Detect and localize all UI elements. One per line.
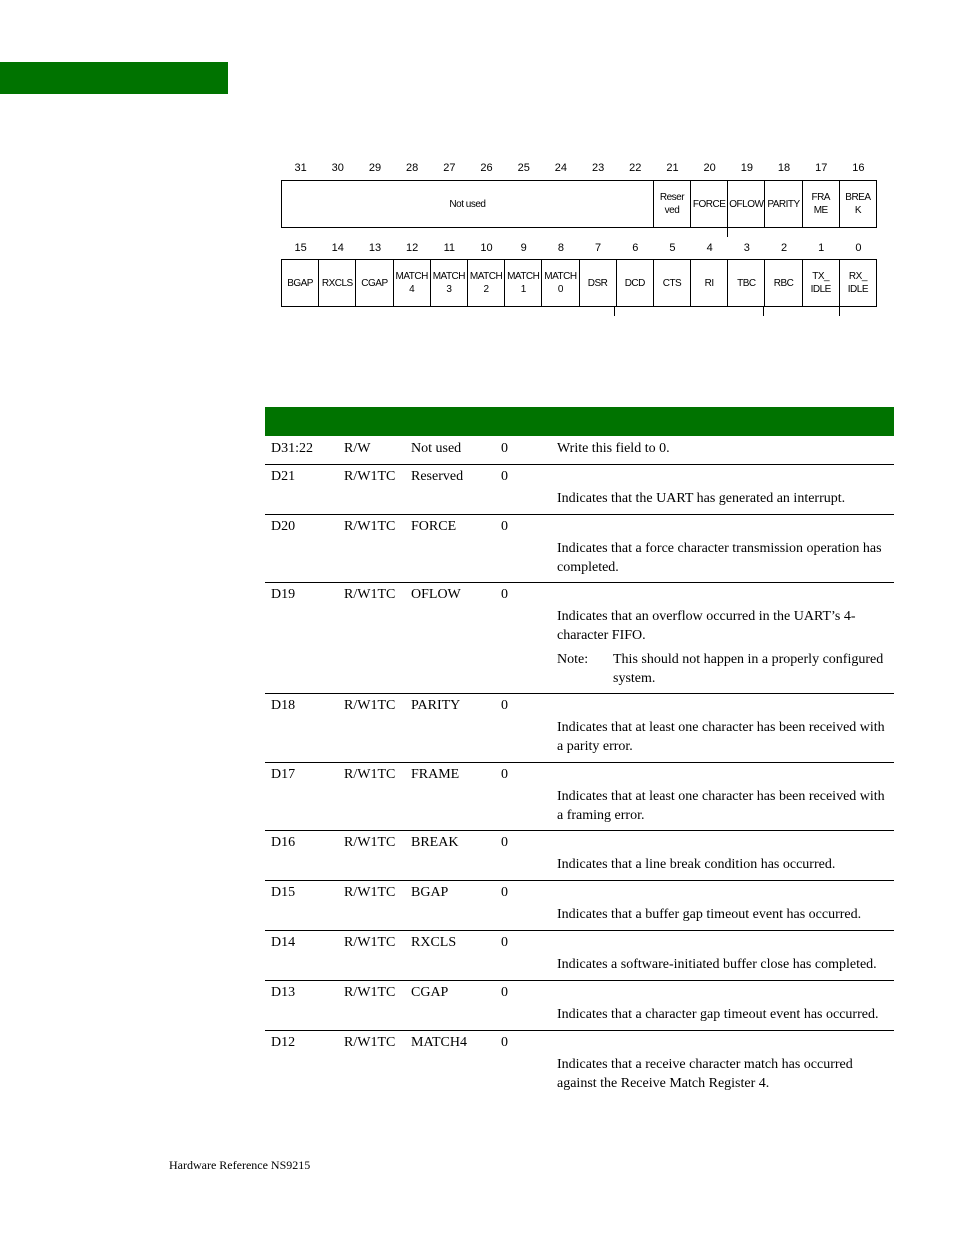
access-cell: R/W1TC	[344, 885, 396, 900]
bit-tick	[727, 227, 728, 237]
register-field: Not used	[282, 181, 654, 227]
bits-cell: D15	[271, 885, 296, 900]
bit-number: 15	[294, 242, 307, 254]
register-field: OFLOW	[728, 181, 765, 227]
access-cell: R/W1TC	[344, 519, 396, 534]
register-field: RXCLS	[319, 260, 356, 306]
reset-cell: 0	[501, 767, 508, 782]
reset-cell: 0	[501, 441, 508, 456]
mnemonic-cell: PARITY	[411, 698, 461, 713]
bits-cell: D21	[271, 469, 296, 484]
bits-cell: D17	[271, 767, 296, 782]
reset-cell: 0	[501, 935, 508, 950]
register-field: FRA ME	[803, 181, 840, 227]
bit-number: 23	[591, 162, 605, 174]
register-field: FORCE	[691, 181, 728, 227]
description-cell: Indicates that a receive character match has occurred against the Receive Match Register 4.	[557, 1057, 853, 1091]
description-cell: Indicates that at least one character has been received with a framing error.	[557, 789, 885, 823]
access-cell: R/W1TC	[344, 587, 396, 602]
register-lower-half	[281, 259, 877, 307]
table-row	[265, 515, 894, 583]
bit-number: 16	[852, 162, 865, 174]
register-field: RI	[691, 260, 728, 306]
bit-number: 25	[517, 162, 530, 174]
register-field: Reser ved	[654, 181, 691, 227]
register-field: MATCH 2	[468, 260, 505, 306]
bit-number: 2	[780, 242, 788, 254]
reset-cell: 0	[501, 1035, 508, 1050]
table-row	[265, 1031, 894, 1101]
description-cell: Write this field to 0.	[557, 441, 670, 456]
description-cell: Indicates that a line break condition has occurred.	[557, 857, 836, 872]
bit-number: 3	[743, 242, 750, 254]
description-cell: Indicates that a character gap timeout event has occurred.	[557, 1007, 879, 1022]
bit-tick	[839, 306, 840, 316]
bit-number: 11	[443, 242, 456, 254]
bit-tick	[614, 306, 615, 316]
bit-number: 30	[331, 162, 344, 174]
bits-cell: D12	[271, 1035, 296, 1050]
table-row	[265, 694, 894, 763]
register-field: DSR	[580, 260, 617, 306]
register-field: TX_ IDLE	[803, 260, 840, 306]
register-field: MATCH 1	[505, 260, 542, 306]
access-cell: R/W	[344, 441, 371, 456]
mnemonic-cell: MATCH4	[411, 1035, 468, 1050]
table-row	[265, 931, 894, 981]
bit-number: 21	[666, 162, 679, 174]
bits-cell: D20	[271, 519, 296, 534]
bit-number: 24	[554, 162, 568, 174]
register-field: CGAP	[356, 260, 393, 306]
mnemonic-cell: CGAP	[411, 985, 449, 1000]
bit-number: 19	[740, 162, 753, 174]
reset-cell: 0	[501, 519, 508, 534]
bit-number: 4	[706, 242, 713, 254]
reset-cell: 0	[501, 885, 508, 900]
bit-number: 0	[855, 242, 862, 254]
bits-cell: D19	[271, 587, 296, 602]
bit-number: 9	[520, 242, 527, 254]
mnemonic-cell: OFLOW	[411, 587, 461, 602]
register-field: BGAP	[282, 260, 319, 306]
reset-cell: 0	[501, 587, 508, 602]
description-cell: Indicates that an overflow occurred in the UART’s 4-character FIFO.	[557, 609, 856, 643]
table-row	[265, 763, 894, 831]
register-field: CTS	[654, 260, 691, 306]
access-cell: R/W1TC	[344, 698, 396, 713]
table-header-bar	[265, 407, 894, 436]
access-cell: R/W1TC	[344, 1035, 396, 1050]
bit-number: 5	[669, 242, 676, 254]
register-bit-table	[265, 437, 894, 1101]
access-cell: R/W1TC	[344, 835, 396, 850]
access-cell: R/W1TC	[344, 935, 396, 950]
table-row	[265, 981, 894, 1031]
register-field: BREA K	[840, 181, 877, 227]
description-cell: Indicates that a force character transmission operation has completed.	[557, 541, 882, 575]
bit-number: 28	[406, 162, 419, 174]
bit-number: 27	[443, 162, 456, 174]
description-cell: Indicates that a buffer gap timeout event has occurred.	[557, 907, 862, 922]
description-cell: Indicates that at least one character has been received with a parity error.	[557, 720, 885, 754]
mnemonic-cell: BREAK	[411, 835, 459, 850]
access-cell: R/W1TC	[344, 985, 396, 1000]
bit-number: 31	[294, 162, 307, 174]
bits-cell: D31:22	[271, 441, 313, 456]
bit-number: 20	[703, 162, 716, 174]
bit-number: 13	[368, 242, 382, 254]
note-text: This should not happen in a properly configured system.	[613, 652, 884, 686]
lower-bit-numbers	[282, 242, 877, 256]
register-field: PARITY	[765, 181, 802, 227]
register-field: MATCH 4	[394, 260, 431, 306]
bit-number: 14	[331, 242, 344, 254]
bits-cell: D16	[271, 835, 296, 850]
bits-cell: D14	[271, 935, 296, 950]
access-cell: R/W1TC	[344, 469, 396, 484]
mnemonic-cell: FORCE	[411, 519, 457, 534]
bit-tick	[763, 306, 764, 316]
bits-cell: D18	[271, 698, 296, 713]
bit-number: 18	[777, 162, 791, 174]
upper-bit-numbers	[282, 162, 877, 176]
bit-number: 10	[480, 242, 493, 254]
table-row	[265, 465, 894, 515]
table-row	[265, 437, 894, 465]
bit-number: 6	[632, 242, 639, 254]
bit-number: 22	[629, 162, 642, 174]
bit-number: 8	[557, 242, 564, 254]
bit-number: 1	[818, 242, 825, 254]
register-field: RX_ IDLE	[840, 260, 877, 306]
mnemonic-cell: RXCLS	[411, 935, 457, 950]
register-upper-half	[281, 180, 877, 228]
description-cell: Indicates that the UART has generated an interrupt.	[557, 491, 846, 506]
reset-cell: 0	[501, 985, 508, 1000]
mnemonic-cell: BGAP	[411, 885, 449, 900]
reset-cell: 0	[501, 469, 508, 484]
register-field: TBC	[728, 260, 765, 306]
register-field: MATCH 3	[431, 260, 468, 306]
bits-cell: D13	[271, 985, 296, 1000]
mnemonic-cell: Not used	[411, 441, 462, 456]
bit-number: 7	[595, 242, 602, 254]
bit-number: 26	[480, 162, 493, 174]
table-row	[265, 881, 894, 931]
register-field: MATCH 0	[542, 260, 579, 306]
table-row	[265, 831, 894, 881]
bit-number: 29	[368, 162, 382, 174]
reset-cell: 0	[501, 835, 508, 850]
description-cell: Indicates a software-initiated buffer close has completed.	[557, 957, 877, 972]
mnemonic-cell: Reserved	[411, 469, 464, 484]
register-field: DCD	[617, 260, 654, 306]
page-footer: Hardware Reference NS9215	[169, 1158, 311, 1172]
header-accent-bar	[0, 62, 228, 94]
register-field: RBC	[765, 260, 802, 306]
bit-number: 17	[815, 162, 828, 174]
bit-number: 12	[406, 242, 419, 254]
access-cell: R/W1TC	[344, 767, 396, 782]
mnemonic-cell: FRAME	[411, 767, 460, 782]
table-row	[265, 583, 894, 694]
reset-cell: 0	[501, 698, 508, 713]
note-label: Note:	[557, 652, 589, 667]
